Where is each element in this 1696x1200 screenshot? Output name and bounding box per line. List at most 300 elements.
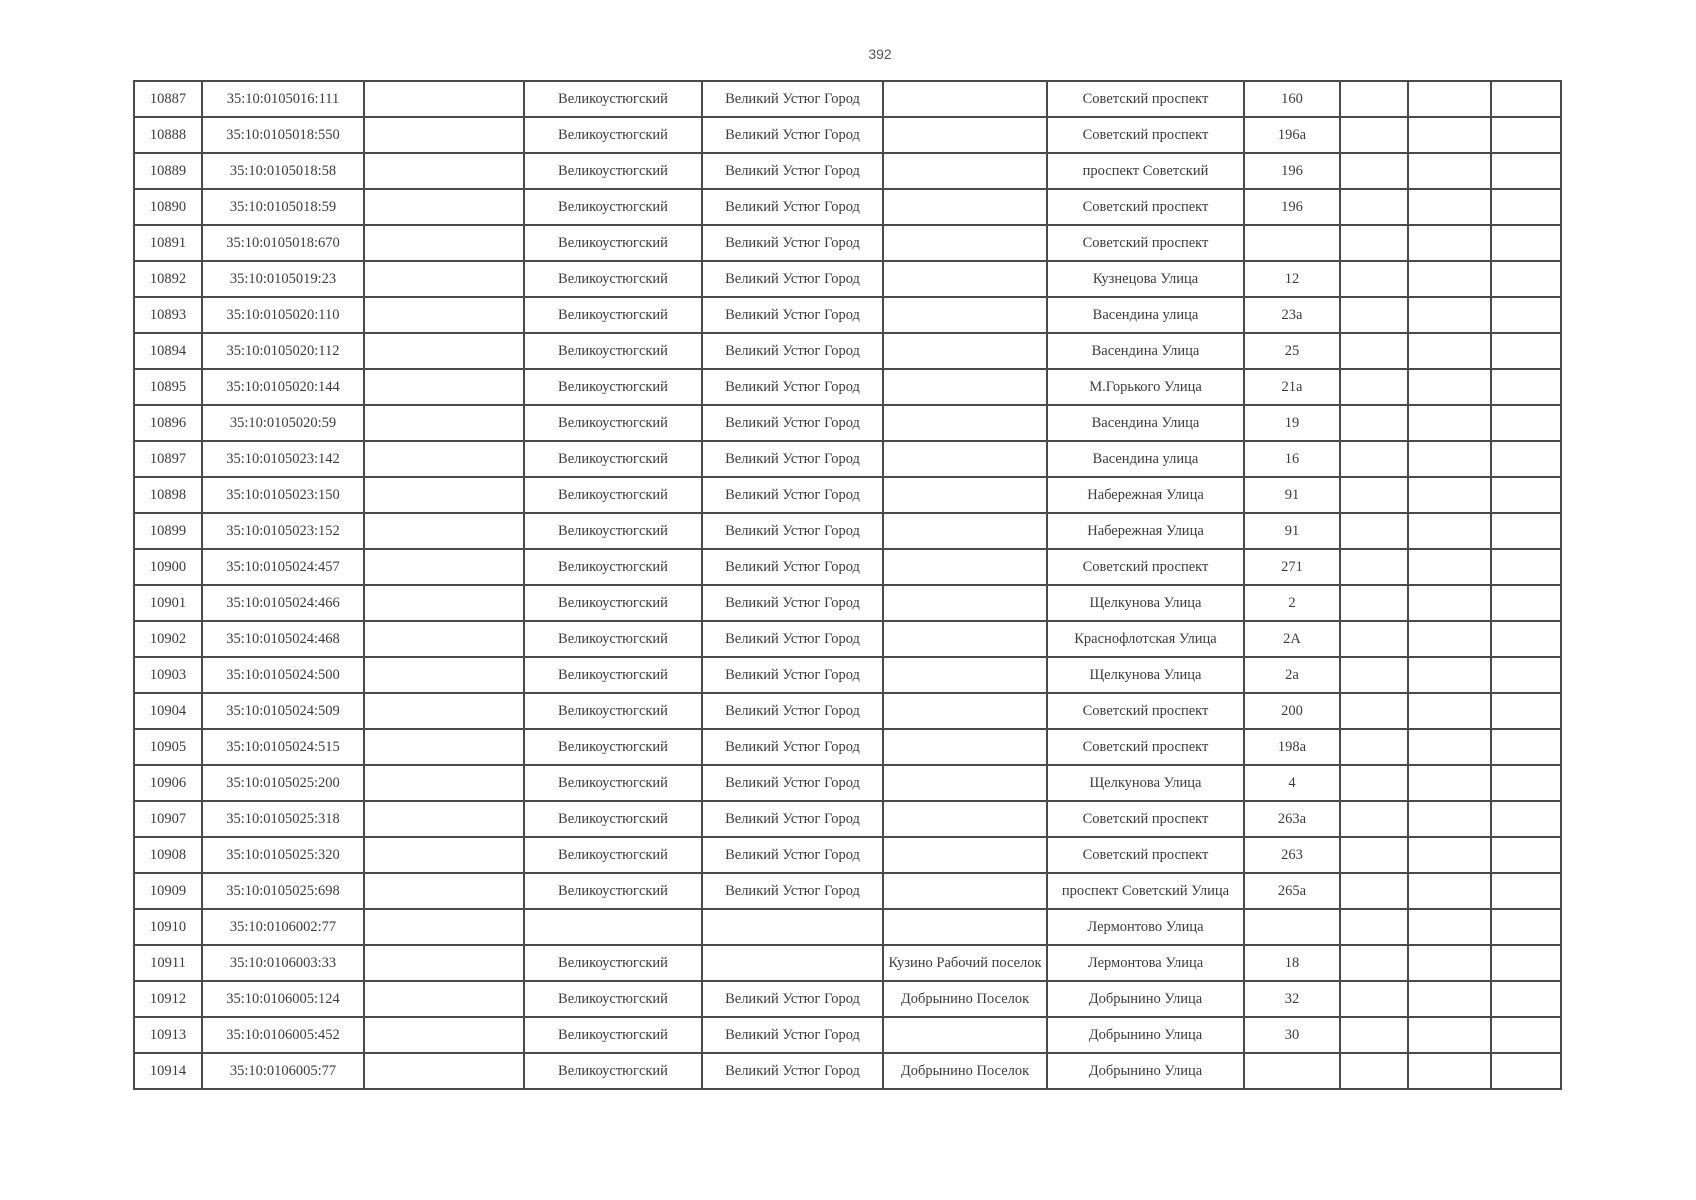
empty-cell — [364, 189, 524, 225]
street-cell: Набережная Улица — [1047, 513, 1244, 549]
district-cell: Великоустюгский — [524, 981, 702, 1017]
empty-cell — [1491, 909, 1561, 945]
empty-cell — [1491, 405, 1561, 441]
city-cell — [702, 945, 883, 981]
empty-cell — [1340, 585, 1408, 621]
city-cell: Великий Устюг Город — [702, 333, 883, 369]
empty-cell — [1340, 1017, 1408, 1053]
cadastral-number-cell: 35:10:0105023:142 — [202, 441, 364, 477]
district-cell: Великоустюгский — [524, 189, 702, 225]
street-cell: Васендина улица — [1047, 441, 1244, 477]
locality-cell — [883, 369, 1047, 405]
city-cell: Великий Устюг Город — [702, 405, 883, 441]
street-cell: Краснофлотская Улица — [1047, 621, 1244, 657]
empty-cell — [1340, 405, 1408, 441]
empty-cell — [1408, 657, 1491, 693]
locality-cell — [883, 765, 1047, 801]
empty-cell — [1340, 369, 1408, 405]
empty-cell — [364, 801, 524, 837]
row-number-cell: 10891 — [134, 225, 202, 261]
empty-cell — [1408, 945, 1491, 981]
city-cell: Великий Устюг Город — [702, 765, 883, 801]
empty-cell — [1340, 981, 1408, 1017]
table-row — [134, 585, 1561, 621]
empty-cell — [1491, 765, 1561, 801]
table-row — [134, 765, 1561, 801]
empty-cell — [1340, 549, 1408, 585]
locality-cell — [883, 513, 1047, 549]
row-number-cell: 10908 — [134, 837, 202, 873]
city-cell: Великий Устюг Город — [702, 729, 883, 765]
street-cell: Советский проспект — [1047, 549, 1244, 585]
city-cell: Великий Устюг Город — [702, 117, 883, 153]
city-cell: Великий Устюг Город — [702, 657, 883, 693]
empty-cell — [1408, 1017, 1491, 1053]
house-number-cell: 32 — [1244, 981, 1340, 1017]
cadastral-number-cell: 35:10:0105025:320 — [202, 837, 364, 873]
empty-cell — [1408, 981, 1491, 1017]
empty-cell — [1491, 693, 1561, 729]
row-number-cell: 10894 — [134, 333, 202, 369]
row-number-cell: 10887 — [134, 81, 202, 117]
empty-cell — [1408, 1053, 1491, 1089]
house-number-cell: 271 — [1244, 549, 1340, 585]
empty-cell — [364, 81, 524, 117]
empty-cell — [1408, 873, 1491, 909]
city-cell: Великий Устюг Город — [702, 513, 883, 549]
district-cell: Великоустюгский — [524, 657, 702, 693]
house-number-cell: 263 — [1244, 837, 1340, 873]
row-number-cell: 10900 — [134, 549, 202, 585]
table-row — [134, 1053, 1561, 1089]
city-cell: Великий Устюг Город — [702, 441, 883, 477]
empty-cell — [1491, 837, 1561, 873]
locality-cell — [883, 441, 1047, 477]
empty-cell — [1340, 657, 1408, 693]
district-cell: Великоустюгский — [524, 1017, 702, 1053]
locality-cell — [883, 477, 1047, 513]
empty-cell — [1491, 1053, 1561, 1089]
row-number-cell: 10907 — [134, 801, 202, 837]
empty-cell — [364, 369, 524, 405]
house-number-cell: 198а — [1244, 729, 1340, 765]
city-cell: Великий Устюг Город — [702, 1053, 883, 1089]
empty-cell — [1408, 81, 1491, 117]
house-number-cell: 4 — [1244, 765, 1340, 801]
locality-cell — [883, 117, 1047, 153]
empty-cell — [1491, 81, 1561, 117]
empty-cell — [1340, 189, 1408, 225]
empty-cell — [1340, 909, 1408, 945]
row-number-cell: 10910 — [134, 909, 202, 945]
locality-cell — [883, 1017, 1047, 1053]
empty-cell — [364, 225, 524, 261]
empty-cell — [1408, 153, 1491, 189]
house-number-cell: 196 — [1244, 153, 1340, 189]
district-cell: Великоустюгский — [524, 441, 702, 477]
locality-cell — [883, 801, 1047, 837]
district-cell: Великоустюгский — [524, 513, 702, 549]
empty-cell — [1340, 477, 1408, 513]
row-number-cell: 10914 — [134, 1053, 202, 1089]
empty-cell — [1340, 441, 1408, 477]
empty-cell — [1491, 621, 1561, 657]
empty-cell — [1408, 837, 1491, 873]
cadastral-number-cell: 35:10:0106003:33 — [202, 945, 364, 981]
empty-cell — [364, 981, 524, 1017]
empty-cell — [1340, 693, 1408, 729]
empty-cell — [1340, 765, 1408, 801]
house-number-cell — [1244, 225, 1340, 261]
table-row — [134, 801, 1561, 837]
cadastral-number-cell: 35:10:0105019:23 — [202, 261, 364, 297]
city-cell: Великий Устюг Город — [702, 585, 883, 621]
cadastral-number-cell: 35:10:0105018:58 — [202, 153, 364, 189]
cadastral-number-cell: 35:10:0105025:200 — [202, 765, 364, 801]
house-number-cell: 25 — [1244, 333, 1340, 369]
district-cell: Великоустюгский — [524, 729, 702, 765]
house-number-cell: 263а — [1244, 801, 1340, 837]
cadastral-number-cell: 35:10:0105024:466 — [202, 585, 364, 621]
district-cell: Великоустюгский — [524, 945, 702, 981]
city-cell: Великий Устюг Город — [702, 477, 883, 513]
empty-cell — [364, 513, 524, 549]
empty-cell — [1408, 117, 1491, 153]
cadastral-number-cell: 35:10:0105020:144 — [202, 369, 364, 405]
empty-cell — [1408, 405, 1491, 441]
empty-cell — [1408, 621, 1491, 657]
district-cell: Великоустюгский — [524, 693, 702, 729]
locality-cell — [883, 549, 1047, 585]
row-number-cell: 10904 — [134, 693, 202, 729]
empty-cell — [364, 333, 524, 369]
street-cell: Щелкунова Улица — [1047, 765, 1244, 801]
empty-cell — [1408, 369, 1491, 405]
table-row — [134, 549, 1561, 585]
house-number-cell: 196 — [1244, 189, 1340, 225]
house-number-cell: 16 — [1244, 441, 1340, 477]
city-cell: Великий Устюг Город — [702, 81, 883, 117]
locality-cell: Кузино Рабочий поселок — [883, 945, 1047, 981]
empty-cell — [1408, 477, 1491, 513]
empty-cell — [1340, 873, 1408, 909]
table-row — [134, 261, 1561, 297]
empty-cell — [364, 441, 524, 477]
empty-cell — [364, 909, 524, 945]
street-cell: Советский проспект — [1047, 729, 1244, 765]
empty-cell — [1491, 657, 1561, 693]
city-cell: Великий Устюг Город — [702, 693, 883, 729]
empty-cell — [364, 837, 524, 873]
locality-cell — [883, 873, 1047, 909]
district-cell: Великоустюгский — [524, 873, 702, 909]
city-cell: Великий Устюг Город — [702, 297, 883, 333]
locality-cell — [883, 837, 1047, 873]
empty-cell — [364, 765, 524, 801]
street-cell: Советский проспект — [1047, 837, 1244, 873]
row-number-cell: 10899 — [134, 513, 202, 549]
empty-cell — [1491, 189, 1561, 225]
empty-cell — [1340, 729, 1408, 765]
row-number-cell: 10911 — [134, 945, 202, 981]
table-row — [134, 945, 1561, 981]
district-cell: Великоустюгский — [524, 369, 702, 405]
city-cell: Великий Устюг Город — [702, 801, 883, 837]
empty-cell — [1491, 441, 1561, 477]
row-number-cell: 10890 — [134, 189, 202, 225]
cadastral-number-cell: 35:10:0106005:124 — [202, 981, 364, 1017]
house-number-cell — [1244, 909, 1340, 945]
table-row — [134, 657, 1561, 693]
empty-cell — [1408, 909, 1491, 945]
street-cell: Кузнецова Улица — [1047, 261, 1244, 297]
locality-cell — [883, 225, 1047, 261]
empty-cell — [1340, 225, 1408, 261]
empty-cell — [1340, 117, 1408, 153]
empty-cell — [364, 621, 524, 657]
cadastral-number-cell: 35:10:0105020:112 — [202, 333, 364, 369]
house-number-cell — [1244, 1053, 1340, 1089]
empty-cell — [1491, 153, 1561, 189]
empty-cell — [364, 729, 524, 765]
empty-cell — [1340, 1053, 1408, 1089]
locality-cell — [883, 729, 1047, 765]
empty-cell — [1408, 513, 1491, 549]
street-cell: Васендина улица — [1047, 297, 1244, 333]
empty-cell — [1408, 693, 1491, 729]
row-number-cell: 10892 — [134, 261, 202, 297]
registry-table — [133, 80, 1562, 1090]
empty-cell — [1408, 261, 1491, 297]
locality-cell — [883, 585, 1047, 621]
cadastral-number-cell: 35:10:0105023:150 — [202, 477, 364, 513]
empty-cell — [1408, 801, 1491, 837]
empty-cell — [1491, 297, 1561, 333]
empty-cell — [1491, 333, 1561, 369]
district-cell: Великоустюгский — [524, 801, 702, 837]
house-number-cell: 23а — [1244, 297, 1340, 333]
house-number-cell: 2 — [1244, 585, 1340, 621]
table-row — [134, 981, 1561, 1017]
table-row — [134, 405, 1561, 441]
registry-table-body — [134, 81, 1561, 1089]
district-cell: Великоустюгский — [524, 765, 702, 801]
empty-cell — [1491, 477, 1561, 513]
street-cell: Щелкунова Улица — [1047, 657, 1244, 693]
district-cell: Великоустюгский — [524, 621, 702, 657]
district-cell — [524, 909, 702, 945]
row-number-cell: 10888 — [134, 117, 202, 153]
city-cell: Великий Устюг Город — [702, 153, 883, 189]
empty-cell — [1408, 765, 1491, 801]
empty-cell — [1491, 225, 1561, 261]
street-cell: Советский проспект — [1047, 801, 1244, 837]
empty-cell — [1408, 585, 1491, 621]
empty-cell — [1491, 369, 1561, 405]
city-cell: Великий Устюг Город — [702, 1017, 883, 1053]
street-cell: Добрынино Улица — [1047, 1053, 1244, 1089]
city-cell: Великий Устюг Город — [702, 225, 883, 261]
locality-cell — [883, 81, 1047, 117]
empty-cell — [1340, 261, 1408, 297]
empty-cell — [1408, 729, 1491, 765]
table-row — [134, 729, 1561, 765]
row-number-cell: 10909 — [134, 873, 202, 909]
city-cell — [702, 909, 883, 945]
city-cell: Великий Устюг Город — [702, 621, 883, 657]
district-cell: Великоустюгский — [524, 477, 702, 513]
row-number-cell: 10913 — [134, 1017, 202, 1053]
table-row — [134, 369, 1561, 405]
city-cell: Великий Устюг Город — [702, 837, 883, 873]
empty-cell — [1491, 729, 1561, 765]
empty-cell — [1491, 1017, 1561, 1053]
table-row — [134, 225, 1561, 261]
locality-cell — [883, 189, 1047, 225]
row-number-cell: 10893 — [134, 297, 202, 333]
cadastral-number-cell: 35:10:0105018:670 — [202, 225, 364, 261]
table-row — [134, 837, 1561, 873]
street-cell: Лермонтова Улица — [1047, 945, 1244, 981]
empty-cell — [364, 477, 524, 513]
cadastral-number-cell: 35:10:0105018:550 — [202, 117, 364, 153]
district-cell: Великоустюгский — [524, 261, 702, 297]
locality-cell — [883, 657, 1047, 693]
empty-cell — [364, 261, 524, 297]
empty-cell — [1340, 513, 1408, 549]
locality-cell — [883, 333, 1047, 369]
district-cell: Великоустюгский — [524, 585, 702, 621]
table-row — [134, 153, 1561, 189]
cadastral-number-cell: 35:10:0105023:152 — [202, 513, 364, 549]
locality-cell — [883, 405, 1047, 441]
empty-cell — [1408, 225, 1491, 261]
locality-cell — [883, 909, 1047, 945]
empty-cell — [1340, 333, 1408, 369]
row-number-cell: 10897 — [134, 441, 202, 477]
table-row — [134, 909, 1561, 945]
row-number-cell: 10903 — [134, 657, 202, 693]
street-cell: Советский проспект — [1047, 81, 1244, 117]
cadastral-number-cell: 35:10:0105024:509 — [202, 693, 364, 729]
cadastral-number-cell: 35:10:0105025:698 — [202, 873, 364, 909]
city-cell: Великий Устюг Город — [702, 549, 883, 585]
house-number-cell: 91 — [1244, 477, 1340, 513]
house-number-cell: 160 — [1244, 81, 1340, 117]
table-row — [134, 297, 1561, 333]
locality-cell — [883, 153, 1047, 189]
cadastral-number-cell: 35:10:0105024:500 — [202, 657, 364, 693]
empty-cell — [1408, 333, 1491, 369]
district-cell: Великоустюгский — [524, 333, 702, 369]
city-cell: Великий Устюг Город — [702, 369, 883, 405]
empty-cell — [364, 405, 524, 441]
street-cell: Добрынино Улица — [1047, 1017, 1244, 1053]
empty-cell — [1340, 297, 1408, 333]
city-cell: Великий Устюг Город — [702, 261, 883, 297]
cadastral-number-cell: 35:10:0106002:77 — [202, 909, 364, 945]
locality-cell — [883, 621, 1047, 657]
district-cell: Великоустюгский — [524, 1053, 702, 1089]
row-number-cell: 10906 — [134, 765, 202, 801]
locality-cell: Добрынино Поселок — [883, 981, 1047, 1017]
house-number-cell: 200 — [1244, 693, 1340, 729]
street-cell: Щелкунова Улица — [1047, 585, 1244, 621]
cadastral-number-cell: 35:10:0105025:318 — [202, 801, 364, 837]
cadastral-number-cell: 35:10:0105016:111 — [202, 81, 364, 117]
district-cell: Великоустюгский — [524, 837, 702, 873]
table-row — [134, 621, 1561, 657]
district-cell: Великоустюгский — [524, 81, 702, 117]
empty-cell — [1340, 81, 1408, 117]
house-number-cell: 2а — [1244, 657, 1340, 693]
row-number-cell: 10902 — [134, 621, 202, 657]
house-number-cell: 19 — [1244, 405, 1340, 441]
city-cell: Великий Устюг Город — [702, 189, 883, 225]
empty-cell — [364, 549, 524, 585]
table-row — [134, 117, 1561, 153]
empty-cell — [364, 1053, 524, 1089]
empty-cell — [1491, 981, 1561, 1017]
house-number-cell: 2А — [1244, 621, 1340, 657]
empty-cell — [364, 873, 524, 909]
district-cell: Великоустюгский — [524, 153, 702, 189]
empty-cell — [1340, 837, 1408, 873]
locality-cell — [883, 693, 1047, 729]
row-number-cell: 10895 — [134, 369, 202, 405]
empty-cell — [364, 657, 524, 693]
house-number-cell: 12 — [1244, 261, 1340, 297]
empty-cell — [364, 117, 524, 153]
table-row — [134, 441, 1561, 477]
empty-cell — [1491, 873, 1561, 909]
street-cell: Советский проспект — [1047, 225, 1244, 261]
row-number-cell: 10889 — [134, 153, 202, 189]
house-number-cell: 18 — [1244, 945, 1340, 981]
empty-cell — [1408, 297, 1491, 333]
table-row — [134, 873, 1561, 909]
empty-cell — [1491, 585, 1561, 621]
empty-cell — [1491, 117, 1561, 153]
empty-cell — [1340, 621, 1408, 657]
city-cell: Великий Устюг Город — [702, 873, 883, 909]
empty-cell — [1340, 153, 1408, 189]
cadastral-number-cell: 35:10:0106005:77 — [202, 1053, 364, 1089]
empty-cell — [1340, 801, 1408, 837]
table-row — [134, 1017, 1561, 1053]
row-number-cell: 10898 — [134, 477, 202, 513]
street-cell: Советский проспект — [1047, 117, 1244, 153]
empty-cell — [1491, 549, 1561, 585]
table-row — [134, 81, 1561, 117]
empty-cell — [1408, 549, 1491, 585]
district-cell: Великоустюгский — [524, 117, 702, 153]
empty-cell — [1491, 945, 1561, 981]
empty-cell — [1340, 945, 1408, 981]
cadastral-number-cell: 35:10:0105020:110 — [202, 297, 364, 333]
district-cell: Великоустюгский — [524, 225, 702, 261]
cadastral-number-cell: 35:10:0105024:457 — [202, 549, 364, 585]
empty-cell — [364, 693, 524, 729]
street-cell: Васендина Улица — [1047, 405, 1244, 441]
empty-cell — [364, 297, 524, 333]
district-cell: Великоустюгский — [524, 297, 702, 333]
page-number: 392 — [868, 46, 892, 62]
street-cell: Лермонтово Улица — [1047, 909, 1244, 945]
row-number-cell: 10901 — [134, 585, 202, 621]
locality-cell: Добрынино Поселок — [883, 1053, 1047, 1089]
cadastral-number-cell: 35:10:0106005:452 — [202, 1017, 364, 1053]
